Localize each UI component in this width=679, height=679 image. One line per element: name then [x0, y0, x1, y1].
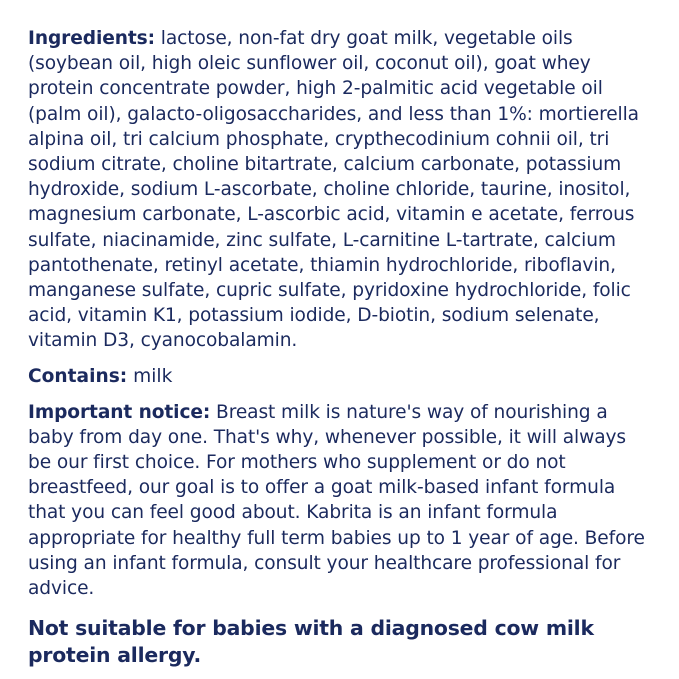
important-notice-label: Important notice:: [28, 401, 211, 423]
contains-paragraph: [28, 364, 649, 389]
contains-label: Contains:: [28, 366, 128, 388]
important-notice-text: Breast milk is nature's way of nourishing a baby from day one. That's why, whenever possible, it will always be our first choice. For mothers who supplement or do not breastfeed, our goal is to offer a goat milk-based infant formula that you can feel good about. Kabrita is an infant formula appropriate for healthy full term babies up to 1 year of age. Before using an infant formula, consult your healthcare professional for advice.: [28, 401, 645, 599]
contains-text: milk: [127, 366, 173, 388]
ingredients-label: Ingredients:: [28, 28, 155, 49]
allergy-warning: Not suitable for babies with a diagnosed cow milk protein allergy.: [28, 616, 594, 667]
important-notice-paragraph: [28, 400, 649, 602]
ingredients-paragraph: [28, 26, 649, 353]
ingredients-text: lactose, non-fat dry goat milk, vegetable oils (soybean oil, high oleic sunflower oil, coconut oil), goat whey protein concentrate powder, high 2-palmitic acid vegetable oil (palm oil), galacto-oligosaccharides, and less than 1%: mortierella alpina oil, tri calcium phosphate, crypthecodinium cohnii oil, tri sodium citrate, choline bitartrate, calcium carbonate, potassium hydroxide, sodium L-ascorbate, choline chloride, taurine, inositol, magnesium carbonate, L-ascorbic acid, vitamin e acetate, ferrous sulfate, niacinamide, zinc sulfate, L-carnitine L-tartrate, calcium pantothenate, retinyl acetate, thiamin hydrochloride, riboflavin, manganese sulfate, cupric sulfate, pyridoxine hydrochloride, folic acid, vitamin K1, potassium iodide, D-biotin, sodium selenate, vitamin D3, cyanocobalamin.: [28, 28, 639, 352]
